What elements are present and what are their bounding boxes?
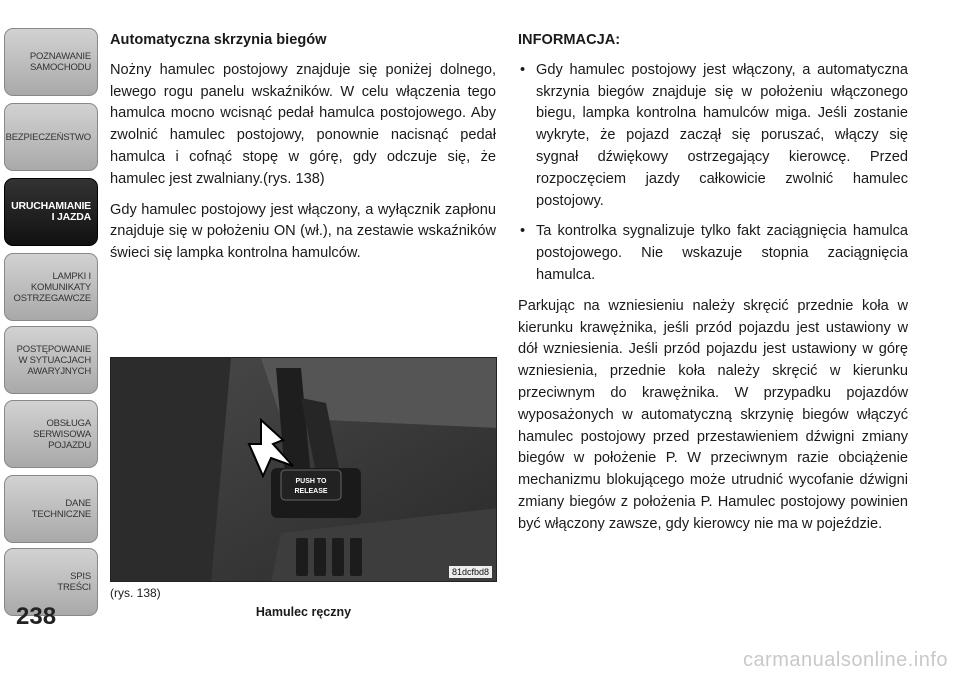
paragraph-parking-brake: Nożny hamulec postojowy znajduje się poniżej dolnego, lewego rogu panelu wskaźników. W celu włączenia tego hamulca mocno wcisnąć pedał hamulca postojowego. Aby zwolnić hamulec postojowy, ponownie nacisnąć pedał hamulca i cofnąć stopę w górę, gdy odczuje się, że hamulec jest zwalniany.(rys. 138) xyxy=(110,61,496,187)
parking-brake-figure xyxy=(110,357,497,582)
handle-label-line1: PUSH TO xyxy=(295,478,327,485)
release-handle xyxy=(281,470,341,500)
tab-bezpieczenstwo[interactable]: BEZPIECZEŃSTWO xyxy=(4,103,98,171)
figure-caption: Hamulec ręczny xyxy=(255,605,352,619)
page-number: 238 xyxy=(16,603,57,630)
tab-dane-techniczne[interactable]: DANE TECHNICZNE xyxy=(4,475,98,543)
list-item: • Gdy hamulec postojowy jest włączony, a automatyczna skrzynia biegów znajduje się w położeniu włączonego biegu, lampka kontrolna hamulców miga. Jeśli zostanie wykryte, że pojazd zaczął się poruszać, włączy się sygnał dźwiękowy ostrzegający kierowcę. Przed rozpoczęciem jazdy całkowicie zwolnić hamulec postojowy. xyxy=(518,60,908,213)
section-heading: Automatyczna skrzynia biegów xyxy=(110,32,327,48)
info-heading: INFORMACJA: xyxy=(518,32,621,48)
tab-lampki-i-komunikaty[interactable]: LAMPKI I KOMUNIKATY OSTRZEGAWCZE xyxy=(4,253,98,321)
figure-reference: (rys. 138) xyxy=(110,586,161,600)
info-list xyxy=(518,60,908,287)
right-column xyxy=(518,30,908,545)
handle-label-line2: RELEASE xyxy=(294,488,328,495)
paragraph-warning-lamp: Gdy hamulec postojowy jest włączony, a wyłącznik zapłonu znajduje się w położeniu ON (wł.), na zestawie wskaźników świeci się lampka kontrolna hamulców. xyxy=(110,201,496,262)
left-column xyxy=(110,30,496,274)
paragraph-hill-parking: Parkując na wzniesieniu należy skręcić przednie koła w kierunku krawężnika, jeśli przód pojazdu jest ustawiony w dół wzniesienia. Jeśli przód pojazdu jest ustawiony w górę wzniesienia, przednie koła należy skręcić w kierunku przeciwnym do krawężnika. W przypadku pojazdów wyposażonych w automatyczną skrzynię biegów włączyć hamulec postojowy przed przestawieniem dźwigni zmiany biegów w położenie P. W przeciwnym razie obciążenie mechanizmu blokującego może utrudnić wycofanie dźwigni zmiany biegów z położenia P. Hamulec postojowy powinien być włączony zawsze, gdy kierowcy nie ma w pojeździe. xyxy=(518,297,908,532)
tab-poznawanie-samochodu[interactable]: POZNAWANIE SAMOCHODU xyxy=(4,28,98,96)
tab-obsluga-serwisowa[interactable]: OBSŁUGA SERWISOWA POJAZDU xyxy=(4,400,98,468)
parking-brake-illustration xyxy=(111,358,497,582)
figure-id: 81dcfbd8 xyxy=(449,566,492,578)
list-item: • Ta kontrolka sygnalizuje tylko fakt zaciągnięcia hamulca postojowego. Nie wskazuje stopnia zaciągnięcia hamulca. xyxy=(518,221,908,286)
tab-postepowanie-awaryjne[interactable]: POSTĘPOWANIE W SYTUACJACH AWARYJNYCH xyxy=(4,326,98,394)
watermark: carmanualsonline.info xyxy=(742,649,948,671)
tab-spis-tresci[interactable]: SPIS TREŚCI xyxy=(4,548,98,616)
tab-uruchamianie-i-jazda[interactable]: URUCHAMIANIE I JAZDA xyxy=(4,178,98,246)
